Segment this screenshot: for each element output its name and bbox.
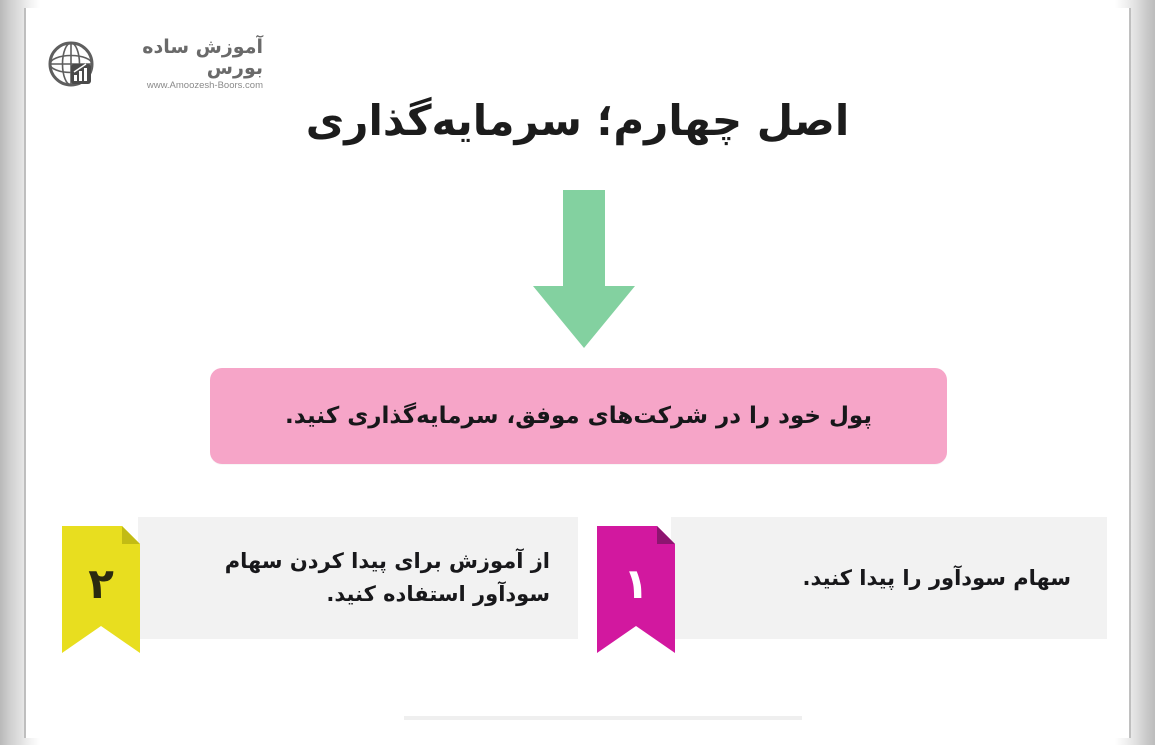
step-card-1[interactable] bbox=[597, 517, 1107, 653]
step-card-2[interactable] bbox=[62, 517, 578, 653]
step-card-1-tag bbox=[597, 526, 675, 653]
step-card-2-text: از آموزش برای پیدا کردن سهام سودآور استفاده کنید. bbox=[224, 549, 550, 606]
brand-url: www.Amoozesh-Boors.com bbox=[146, 79, 263, 91]
brand-text bbox=[102, 37, 263, 91]
step-card-1-body bbox=[671, 517, 1107, 639]
globe-chart-icon bbox=[48, 41, 94, 87]
slide-canvas bbox=[26, 8, 1129, 738]
brand-logo bbox=[48, 35, 263, 91]
step-card-2-tag bbox=[62, 526, 140, 653]
statement-box bbox=[210, 368, 947, 464]
step-card-1-text: سهام سودآور را پیدا کنید. bbox=[802, 565, 1071, 590]
step-card-1-number: ۱ bbox=[623, 559, 649, 608]
page-title: اصل چهارم؛ سرمایه‌گذاری bbox=[305, 96, 850, 145]
statement-text: پول خود را در شرکت‌های موفق، سرمایه‌گذاری کنید. bbox=[285, 403, 872, 429]
brand-title: آموزش ساده بورس bbox=[142, 35, 263, 79]
step-card-2-number: ۲ bbox=[88, 559, 114, 608]
bottom-divider bbox=[404, 716, 802, 720]
step-card-2-body bbox=[138, 517, 578, 639]
arrow-down-icon bbox=[530, 190, 638, 350]
